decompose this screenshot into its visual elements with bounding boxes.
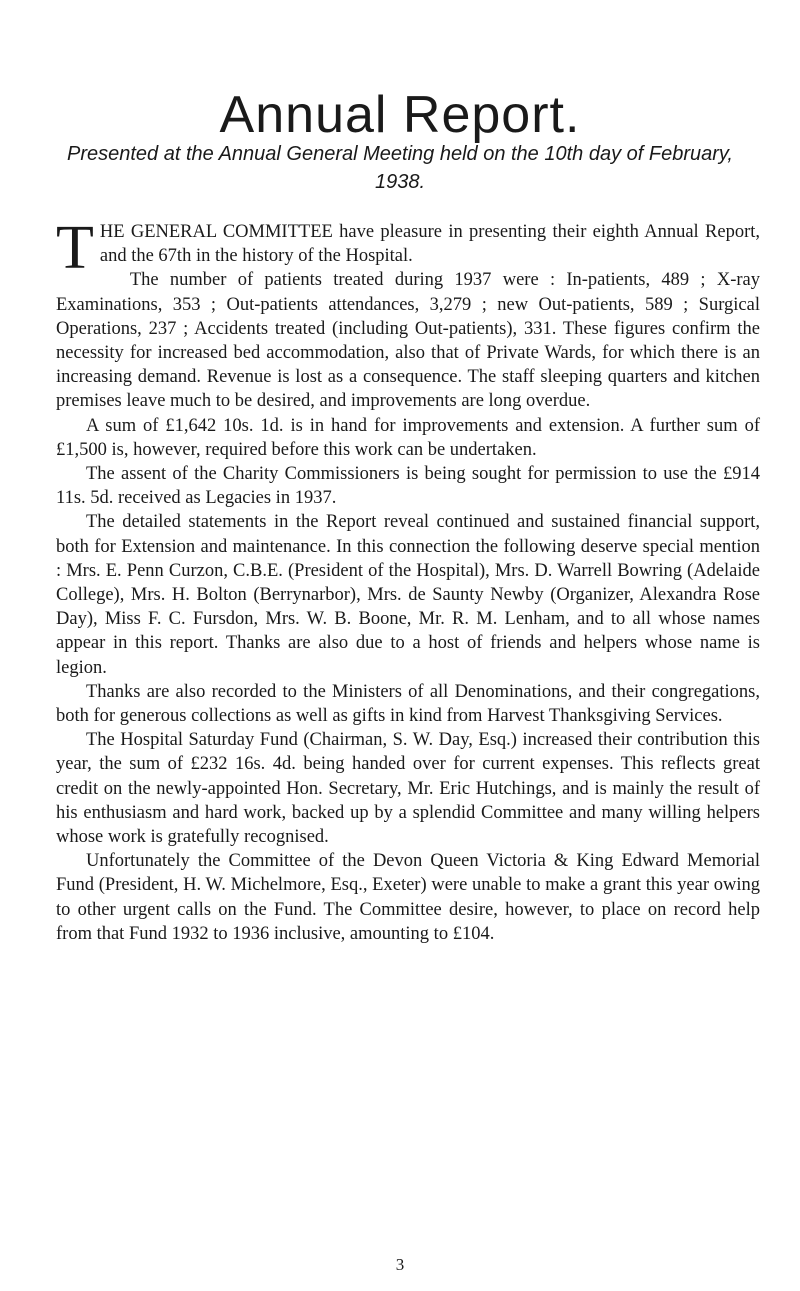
paragraph-financial-support: The detailed statements in the Report reveal continued and sustained financial support, both for Extension and maintenance. In this connection the following deserve special mention : Mrs. E. Penn Curzon, C.B.E. (President of the Hospital), Mrs. D. Warrell Bowring (Adelaide College), Mrs. H. Bolton (Berrynarbor), Mrs. de Saunty Newby (Organizer, Alexandra Rose Day), Miss F. C. Fursdon, Mrs. W. B. Boone, Mr. R. M. Lenham, and to all whose names appear in this report. Thanks are also due to a host of friends and helpers whose name is legion.: [56, 512, 760, 678]
paragraph-patient-figures: The number of patients treated during 1937 were : In-patients, 489 ; X-ray Examinations, 353 ; Out-patients attendances, 3,279 ; new Out-patients, 589 ; Surgical Operations, 237 ; Accidents treated (including Out-patients), 331. These figures confirm the necessity for increased bed accommodation, also that of Private Wards, for which there is an increasing demand. Revenue is lost as a consequence. The staff sleeping quarters and kitchen premises leave much to be desired, and improvements are long overdue.: [56, 270, 760, 412]
report-body: [56, 214, 760, 946]
paragraph-memorial-fund: Unfortunately the Committee of the Devon Queen Victoria & King Edward Memorial Fund (President, H. W. Michelmore, Esq., Exeter) were unable to make a grant this year owing to other urgent calls on the Fund. The Committee desire, however, to place on record help from that Fund 1932 to 1936 inclusive, amounting to £104.: [56, 851, 760, 944]
page-number: 3: [395, 1255, 405, 1274]
paragraph-intro-text: HE GENERAL COMMITTEE have pleasure in presenting their eighth Annual Report, and the 67th in the history of the Hospital.: [99, 222, 760, 267]
paragraph-charity-commissioners: The assent of the Charity Commissioners is being sought for permission to use the £914 11s. 5d. received as Legacies in 1937.: [56, 464, 760, 509]
drop-cap: T: [56, 214, 94, 282]
paragraph-ministers-thanks: Thanks are also recorded to the Ministers of all Denominations, and their congregations, both for generous collections as well as gifts in kind from Harvest Thanksgiving Services.: [56, 681, 760, 727]
paragraph-improvement-funds: A sum of £1,642 10s. 1d. is in hand for improvements and extension. A further sum of £1,500 is, however, required before this work can be undertaken.: [56, 415, 760, 460]
paragraph-intro: [56, 214, 760, 282]
report-subtitle: Presented at the Annual General Meeting held on the 10th day of February, 1938.: [67, 143, 733, 193]
page-title: Annual Report.: [219, 85, 581, 144]
paragraph-saturday-fund: The Hospital Saturday Fund (Chairman, S. W. Day, Esq.) increased their contribution this year, the sum of £232 16s. 4d. being handed over for current expenses. This reflects great credit on the newly-appointed Hon. Secretary, Mr. Eric Hutchings, and is mainly the result of his enthusiasm and hard work, backed up by a splendid Committee and many willing helpers whose work is gratefully recognised.: [56, 730, 760, 848]
